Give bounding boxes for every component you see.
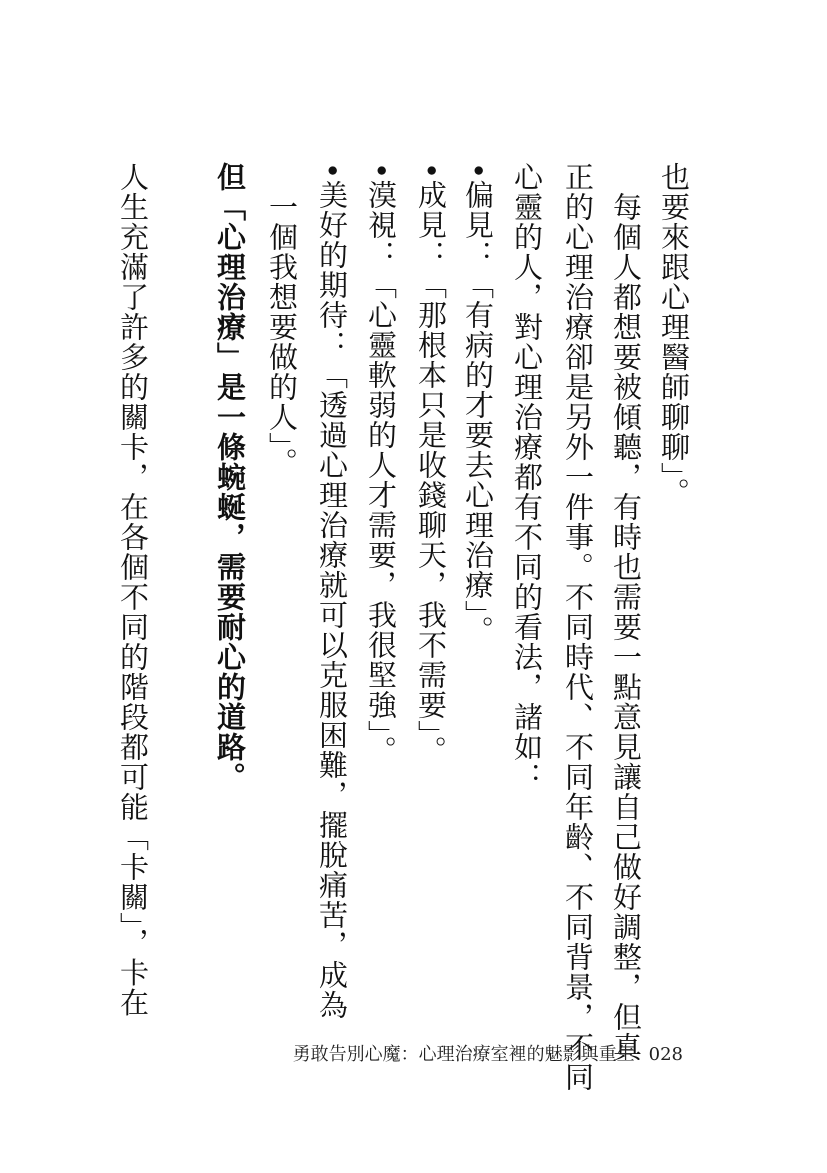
bullet-expectation: •美好的期待：「透過心理治療就可以克服困難，擺脫痛苦，成為 (315, 162, 349, 1021)
text-column-3: 正的心理治療卻是另外一件事。不同時代、不同年齡、不同背景，不同 (561, 162, 595, 1092)
book-title: 勇敢告別心魔：心理治療室裡的魅影與重生 (292, 1044, 635, 1065)
text-column-4: 心靈的人，對心理治療都有不同的看法，諸如： (510, 162, 544, 792)
text-column-2: 每個人都想要被傾聽，有時也需要一點意見讓自己做好調整，但真 (609, 162, 643, 1062)
bullet-prejudice: •偏見：「有病的才要去心理治療」。 (461, 162, 495, 646)
page-number: 028 (648, 1044, 683, 1065)
text-column-1: 也要來跟心理醫師聊聊」。 (657, 162, 691, 508)
emphasis-statement: 但「心理治療」是一條蜿蜒，需要耐心的道路。 (213, 162, 247, 792)
bullet-bias: •成見：「那根本只是收錢聊天，我不需要」。 (414, 162, 448, 766)
bullet-expectation-continued: 一個我想要做的人」。 (265, 162, 299, 478)
bullet-disregard: •漠視：「心靈軟弱的人才需要，我很堅強」。 (364, 162, 398, 766)
page-footer (293, 1040, 683, 1066)
text-column-last: 人生充滿了許多的關卡，在各個不同的階段都可能「卡關」，卡在 (116, 162, 150, 1018)
